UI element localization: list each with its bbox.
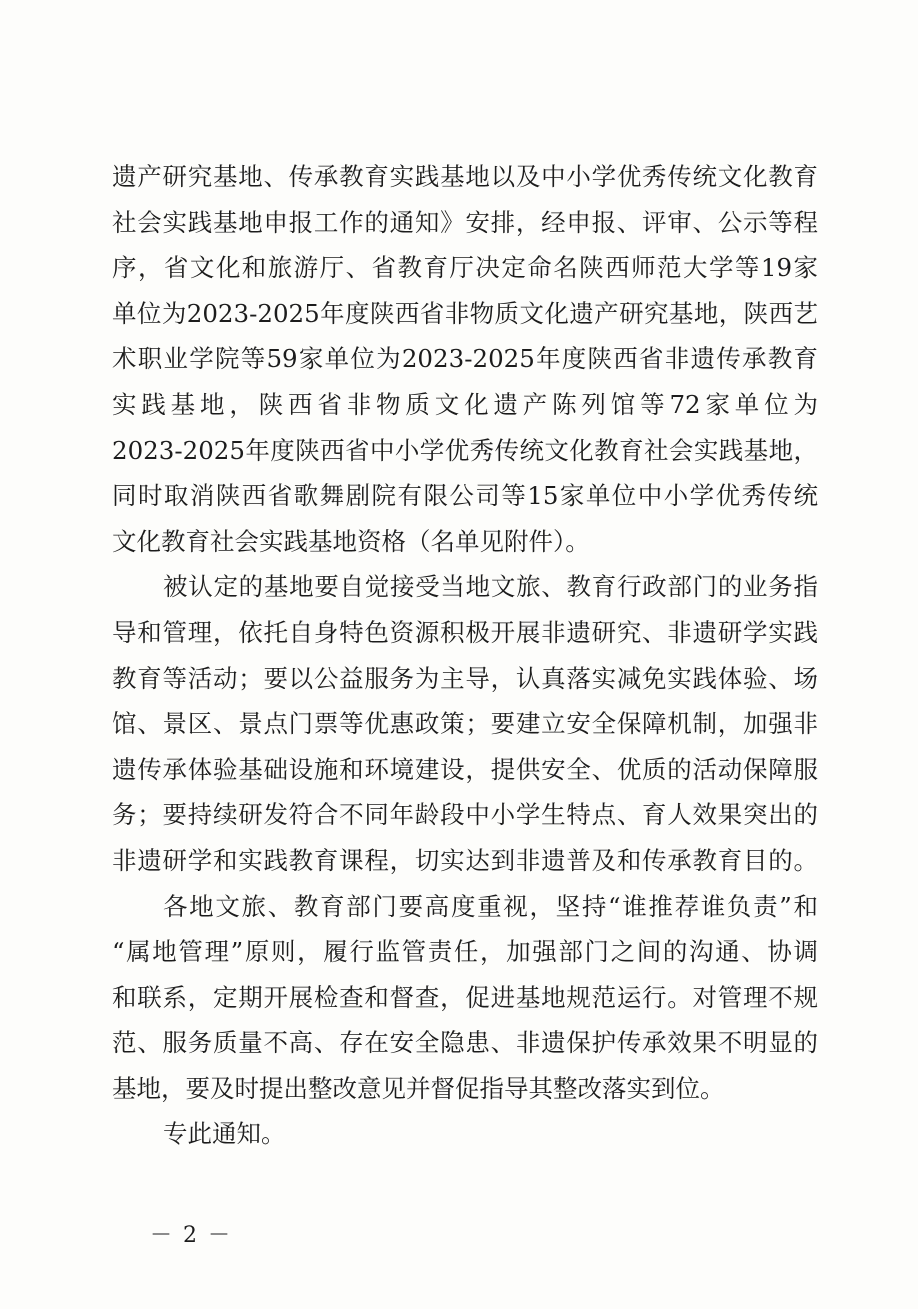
text-line: 序，省文化和旅游厅、省教育厅决定命名陕西师范大学等19家: [112, 253, 818, 283]
text-line: 非遗研学和实践教育课程，切实达到非遗普及和传承教育目的。: [112, 845, 818, 875]
document-body: [112, 154, 818, 1157]
page-number: － 2 －: [150, 1223, 232, 1248]
text-line: 范、服务质量不高、存在安全隐患、非遗保护传承效果不明显的: [112, 1028, 818, 1058]
paragraph-2: [112, 564, 818, 883]
paragraph-1: [112, 154, 818, 564]
text-line: 遗产研究基地、传承教育实践基地以及中小学优秀传统文化教育: [112, 162, 818, 191]
text-line: 实践基地，陕西省非物质文化遗产陈列馆等72家单位为: [112, 389, 818, 419]
text-line: 被认定的基地要自觉接受当地文旅、教育行政部门的业务指: [163, 572, 818, 602]
text-line: 教育等活动；要以公益服务为主导，认真落实减免实践体验、场: [112, 663, 818, 693]
text-line: 2023-2025年度陕西省中小学优秀传统文化教育社会实践基地，: [112, 435, 818, 465]
text-line: 术职业学院等59家单位为2023-2025年度陕西省非遗传承教育: [112, 344, 818, 374]
paragraph-4: [112, 1111, 818, 1157]
text-line: “属地管理”原则，履行监管责任，加强部门之间的沟通、协调: [112, 937, 818, 967]
text-line: 务；要持续研发符合不同年龄段中小学生特点、育人效果突出的: [112, 800, 818, 830]
text-line: 文化教育社会实践基地资格（名单见附件）。: [112, 526, 590, 556]
text-line: 各地文旅、教育部门要高度重视，坚持“谁推荐谁负责”和: [163, 891, 818, 921]
text-line: 基地，要及时提出整改意见并督促指导其整改落实到位。: [112, 1073, 725, 1103]
text-line: 专此通知。: [163, 1119, 286, 1149]
text-line: 馆、景区、景点门票等优惠政策；要建立安全保障机制，加强非: [112, 709, 818, 739]
text-line: 和联系，定期开展检查和督查，促进基地规范运行。对管理不规: [112, 982, 818, 1012]
text-line: 同时取消陕西省歌舞剧院有限公司等15家单位中小学优秀传统: [112, 481, 818, 511]
paragraph-3: [112, 884, 818, 1112]
text-line: 单位为2023-2025年度陕西省非物质文化遗产研究基地，陕西艺: [112, 298, 818, 328]
text-line: 社会实践基地申报工作的通知》安排，经申报、评审、公示等程: [112, 207, 818, 237]
text-line: 导和管理，依托自身特色资源积极开展非遗研究、非遗研学实践: [112, 617, 818, 647]
text-line: 遗传承体验基础设施和环境建设，提供安全、优质的活动保障服: [112, 754, 818, 784]
